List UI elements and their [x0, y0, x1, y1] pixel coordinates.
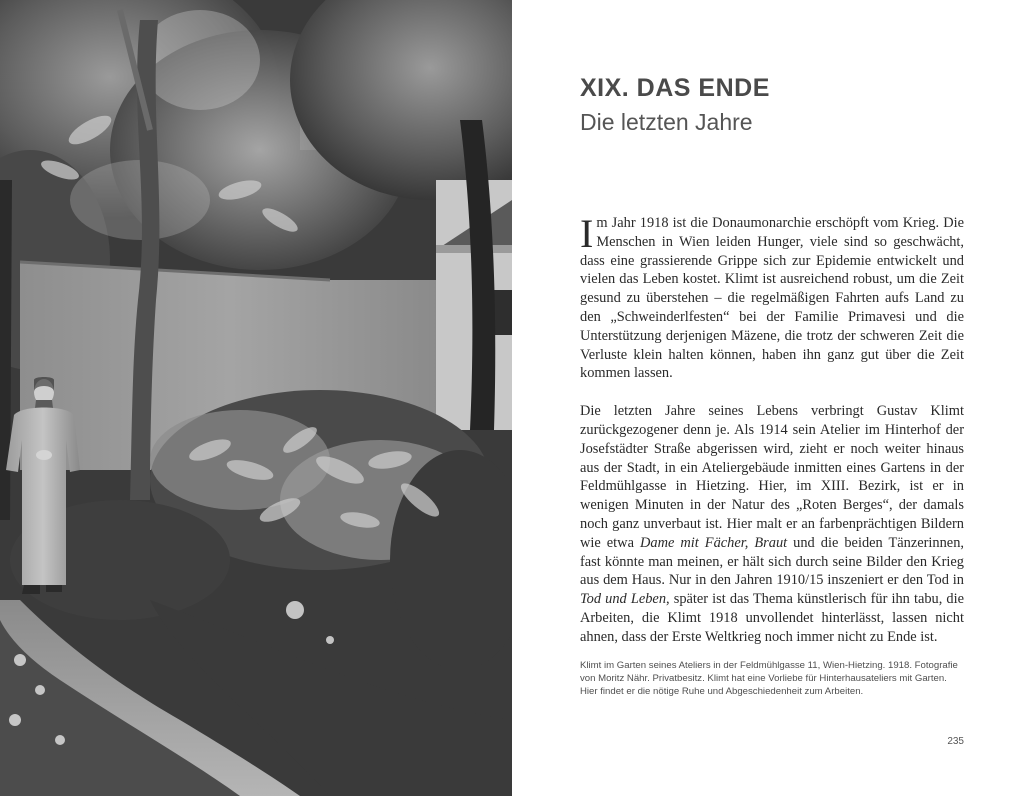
paragraph-2	[580, 402, 964, 646]
paragraph-2-part-a: Die letzten Jahre seines Lebens verbringt Gustav Klimt zurückgezogener denn je. Als 1914 sein Atelier im Hinterhof der Josefstädter Straße abgerissen wird, zieht er noch weiter hinaus aus der Stadt, in ein Ateliergebäude inmitten eines Gartens in der Feldmühlgasse in Hietzing. Hier, im XIII. Bezirk, ist er in wenigen Minuten in der Natur des „Roten Berges“, der damals noch ganz unverbaut ist. Hier malt er an farbenprächtigen Bildern wie etwa	[580, 403, 964, 551]
drop-cap: I	[580, 211, 594, 256]
chapter-subtitle: Die letzten Jahre	[580, 109, 753, 135]
photo-caption: Klimt im Garten seines Ateliers in der Feldmühlgasse 11, Wien-Hietzing. 1918. Fotografie von Moritz Nähr. Privatbesitz. Klimt hat eine Vorliebe für Hinterhausateliers mit Garten. Hier findet er die nötige Ruhe und Abgeschiedenheit zum Arbeiten.	[580, 660, 958, 697]
paragraph-1-text: m Jahr 1918 ist die Donaumonarchie erschöpft vom Krieg. Die Menschen in Wien leiden Hunger, viele sind so geschwächt, dass eine grassierende Grippe sich zur Epidemie entwickelt und vielen das Leben kostet. Klimt ist ausreichend robust, um die Zeit gesund zu überstehen – die regelmäßigen Fahrten aufs Land zu den „Schweinderlfesten“ bei der Familie Primavesi und die Unterstützung derjenigen Mäzene, die trotz der schweren Zeit die Verluste klein halten können, haben ihn ganz gut über die Zeit kommen lassen.	[580, 215, 964, 382]
text-page	[512, 0, 1024, 796]
paragraph-2-part-b: und die beiden Tänzerinnen, fast könnte man meinen, er hält sich durch seine Bilder den Krieg aus dem Haus. Nur in den Jahren 1910/15 inszeniert er den Tod in	[580, 534, 964, 589]
chapter-title: XIX. DAS ENDE	[580, 74, 770, 102]
paragraph-1	[580, 211, 964, 383]
paragraph-2-part-c: , später ist das Thema künstlerisch für ihn tabu, die Arbeiten, die Klimt 1918 unvollendet hinterlässt, lassen nicht ahnen, dass der Erste Weltkrieg noch immer nicht zu Ende ist.	[580, 591, 964, 645]
page-number: 235	[947, 736, 964, 747]
body-text	[580, 211, 964, 647]
artwork-title-tod-und-leben: Tod und Leben	[580, 591, 667, 608]
artwork-title-dame-mit-faecher: Dame mit Fächer, Braut	[639, 534, 788, 551]
